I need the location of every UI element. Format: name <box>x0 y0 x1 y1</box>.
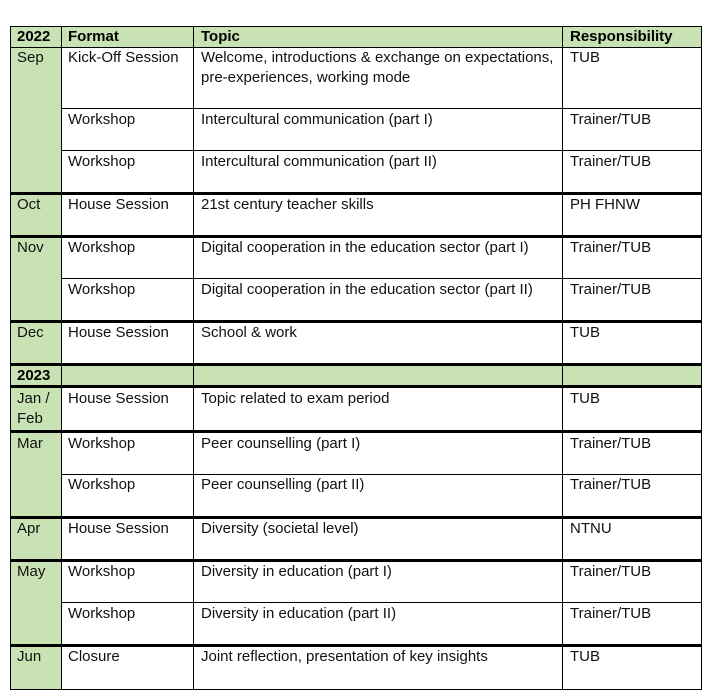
row-responsibility: Trainer/TUB <box>570 435 652 452</box>
row-responsibility: TUB <box>570 390 600 407</box>
row-format: Workshop <box>68 476 136 493</box>
year-row-background <box>11 366 701 386</box>
column-divider <box>701 26 702 690</box>
row-format: Workshop <box>68 435 136 452</box>
header-topic: Topic <box>201 28 240 45</box>
row-responsibility: Trainer/TUB <box>570 281 652 298</box>
row-responsibility: Trainer/TUB <box>570 239 652 256</box>
row-topic: Topic related to exam period <box>201 390 390 407</box>
row-format: Workshop <box>68 111 136 128</box>
row-divider <box>61 602 702 603</box>
month-divider <box>10 385 702 388</box>
row-month: Apr <box>17 520 41 537</box>
row-month: Jun <box>17 648 42 665</box>
header-format: Format <box>68 28 119 45</box>
row-month: Nov <box>17 239 44 256</box>
row-responsibility: Trainer/TUB <box>570 476 652 493</box>
row-responsibility: TUB <box>570 324 600 341</box>
row-responsibility: Trainer/TUB <box>570 563 652 580</box>
row-divider <box>61 108 702 109</box>
row-responsibility: TUB <box>570 648 600 665</box>
row-month: Sep <box>17 49 44 66</box>
row-format: House Session <box>68 196 169 213</box>
row-topic: Diversity in education (part II) <box>201 605 397 622</box>
row-format: Workshop <box>68 605 136 622</box>
row-format: Workshop <box>68 563 136 580</box>
year-label: 2023 <box>17 367 51 384</box>
row-month: Jan / Feb <box>17 390 50 427</box>
row-topic: Digital cooperation in the education sector (part II) <box>201 281 533 298</box>
row-responsibility: Trainer/TUB <box>570 111 652 128</box>
column-divider <box>10 26 11 690</box>
row-topic: Diversity in education (part I) <box>201 563 392 580</box>
row-topic: Peer counselling (part I) <box>201 435 361 452</box>
row-format: Workshop <box>68 153 136 170</box>
row-month: May <box>17 563 46 580</box>
row-format: House Session <box>68 390 169 407</box>
month-divider <box>10 363 702 366</box>
row-month: Oct <box>17 196 41 213</box>
schedule-table <box>10 26 702 690</box>
row-topic: Joint reflection, presentation of key insights <box>201 648 488 665</box>
row-format: Kick-Off Session <box>68 49 179 66</box>
row-topic: 21st century teacher skills <box>201 196 374 213</box>
row-responsibility: Trainer/TUB <box>570 153 652 170</box>
header-year: 2022 <box>17 28 51 45</box>
row-divider <box>61 150 702 151</box>
row-format: Closure <box>68 648 120 665</box>
row-format: House Session <box>68 324 169 341</box>
row-responsibility: PH FHNW <box>570 196 640 213</box>
row-responsibility: Trainer/TUB <box>570 605 652 622</box>
column-divider <box>193 26 194 690</box>
row-topic: Peer counselling (part II) <box>201 476 365 493</box>
row-divider <box>61 278 702 279</box>
row-topic: School & work <box>201 324 297 341</box>
column-divider <box>562 26 563 690</box>
row-responsibility: TUB <box>570 49 600 66</box>
row-responsibility: NTNU <box>570 520 612 537</box>
row-topic: Intercultural communication (part II) <box>201 153 437 170</box>
header-responsibility: Responsibility <box>570 28 673 45</box>
row-divider <box>10 689 702 690</box>
row-format: Workshop <box>68 239 136 256</box>
row-month: Dec <box>17 324 44 341</box>
column-divider <box>61 26 62 690</box>
row-format: Workshop <box>68 281 136 298</box>
row-format: House Session <box>68 520 169 537</box>
month-divider <box>10 430 702 433</box>
row-month: Mar <box>17 435 43 452</box>
row-topic: Diversity (societal level) <box>201 520 359 537</box>
row-topic: Intercultural communication (part I) <box>201 111 433 128</box>
row-topic: Welcome, introductions & exchange on expectations, pre-experiences, working mode <box>201 49 554 86</box>
row-topic: Digital cooperation in the education sector (part I) <box>201 239 529 256</box>
